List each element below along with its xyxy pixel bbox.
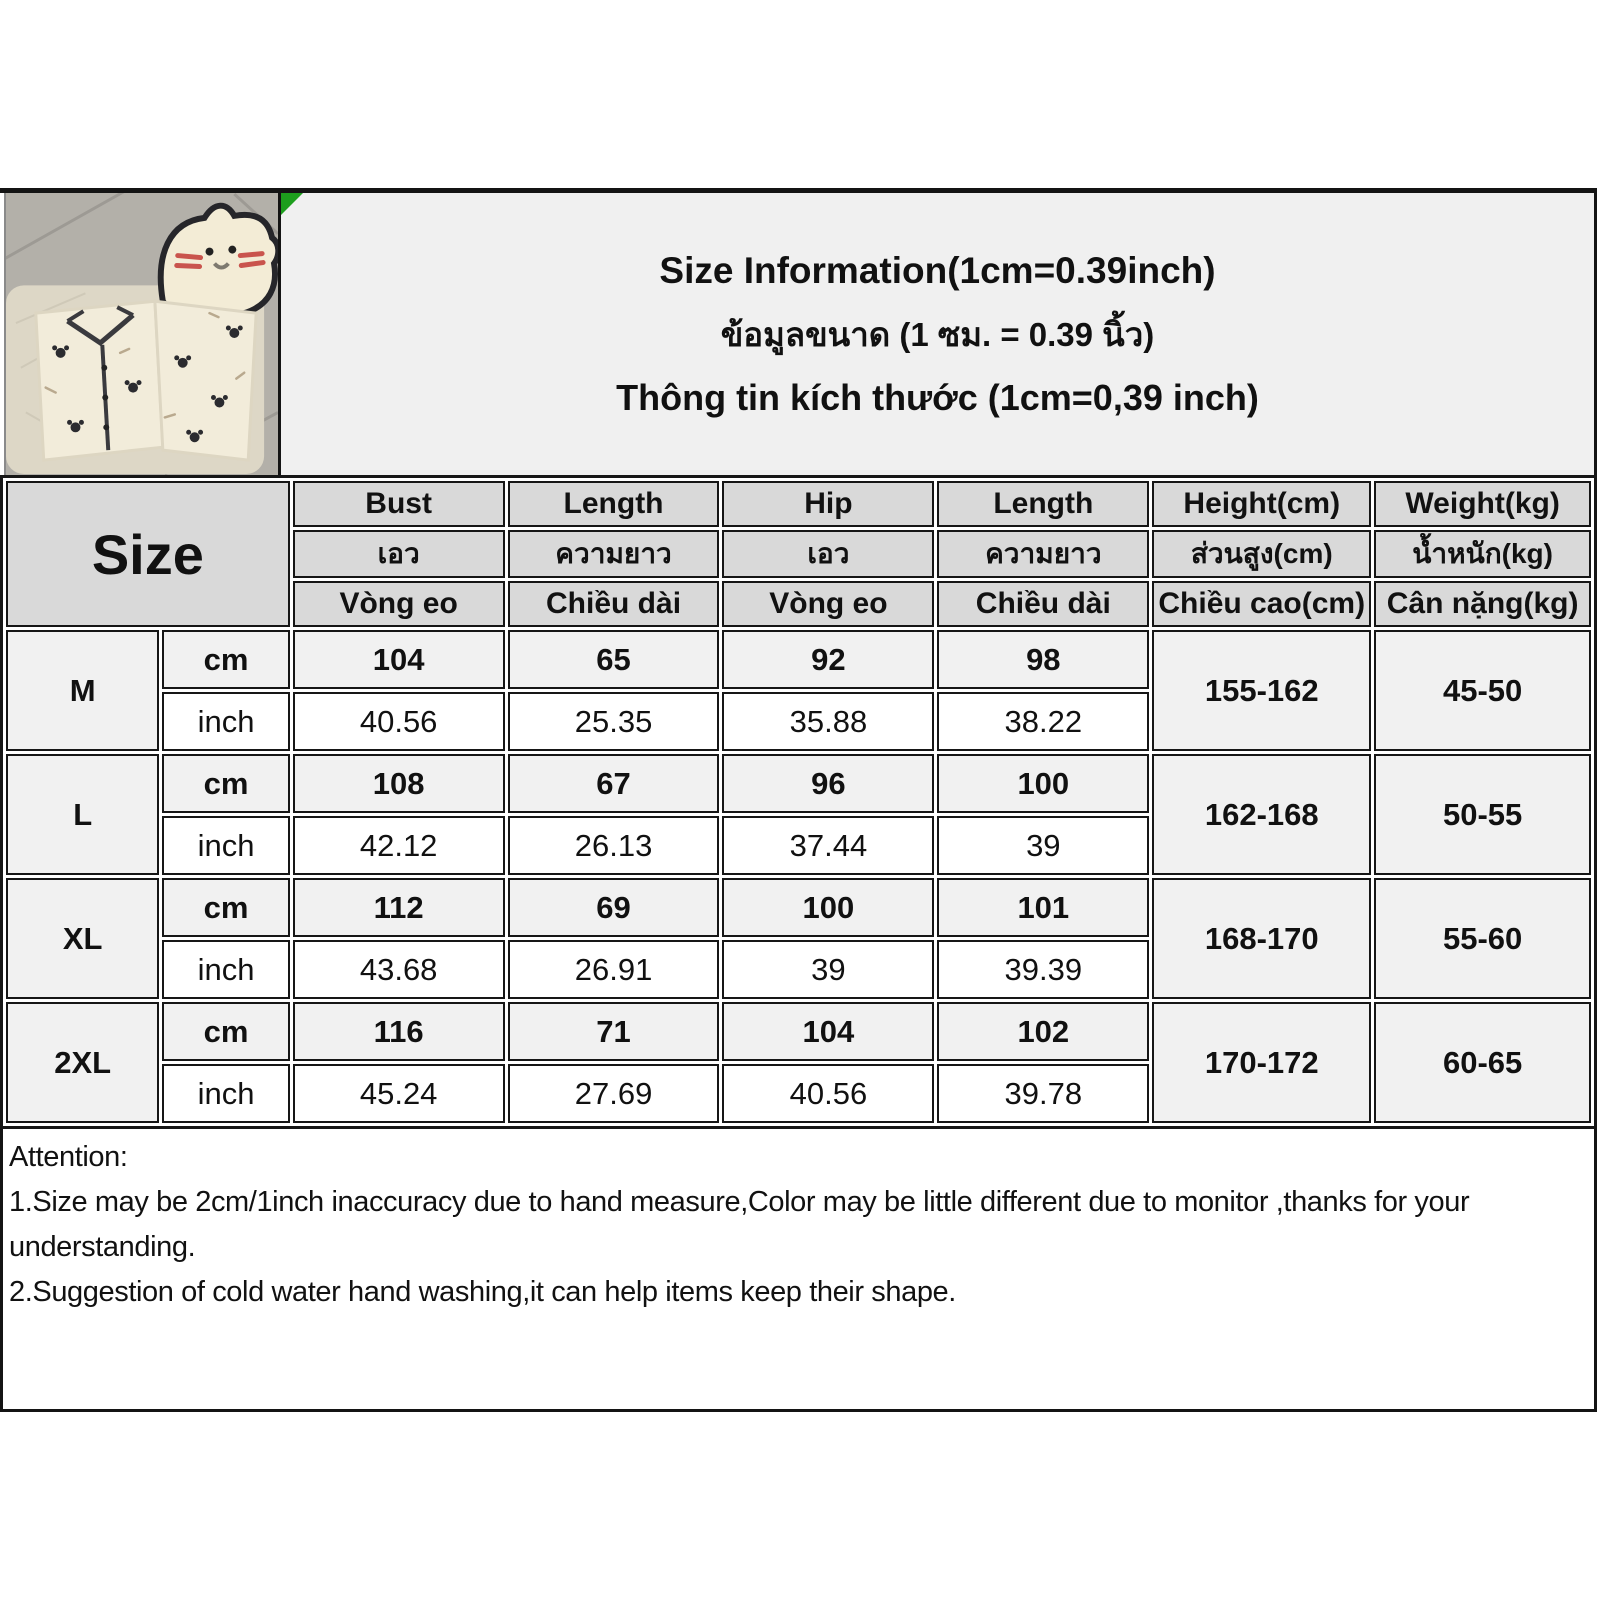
size-table	[0, 475, 1597, 1129]
2xl-height-range: 170-172	[1152, 1002, 1371, 1123]
size-l-label: L	[6, 754, 159, 875]
size-xl-label: XL	[6, 878, 159, 999]
xl-weight-range: 55-60	[1374, 878, 1591, 999]
size-2xl-label: 2XL	[6, 1002, 159, 1123]
title-vietnamese: Thông tin kích thước (1cm=0,39 inch)	[616, 376, 1259, 418]
l-height-range: 162-168	[1152, 754, 1371, 875]
unit-inch-label: inch	[162, 692, 289, 751]
l-length2-cm: 100	[937, 754, 1149, 813]
xl-hip-inch: 39	[722, 940, 934, 999]
title-thai: ข้อมูลขนาด (1 ซม. = 0.39 นิ้ว)	[720, 315, 1155, 353]
l-length-inch: 26.13	[508, 816, 720, 875]
attention-line-1: 1.Size may be 2cm/1inch inaccuracy due to hand measure,Color may be little different due to monitor ,thanks for your understanding.	[9, 1185, 1470, 1263]
m-bust-inch: 40.56	[293, 692, 505, 751]
2xl-hip-cm: 104	[722, 1002, 934, 1061]
m-length-cm: 65	[508, 630, 720, 689]
header-hip-th: เอว	[722, 530, 934, 578]
size-info-title-box	[278, 193, 1597, 475]
product-photo	[4, 193, 278, 475]
l-hip-cm: 96	[722, 754, 934, 813]
size-column-title: Size	[6, 481, 290, 627]
m-bust-cm: 104	[293, 630, 505, 689]
2xl-length2-inch: 39.78	[937, 1064, 1149, 1123]
xl-length-cm: 69	[508, 878, 720, 937]
2xl-bust-inch: 45.24	[293, 1064, 505, 1123]
header-height-vi: Chiều cao(cm)	[1152, 581, 1371, 627]
attention-notes	[0, 1129, 1597, 1412]
header-length-en: Length	[508, 481, 720, 527]
l-bust-inch: 42.12	[293, 816, 505, 875]
unit-cm-label: cm	[162, 878, 289, 937]
header-bust-th: เอว	[293, 530, 505, 578]
m-weight-range: 45-50	[1374, 630, 1591, 751]
header-height-en: Height(cm)	[1152, 481, 1371, 527]
xl-bust-inch: 43.68	[293, 940, 505, 999]
l-length-cm: 67	[508, 754, 720, 813]
attention-heading: Attention:	[9, 1141, 128, 1173]
header-weight-vi: Cân nặng(kg)	[1374, 581, 1591, 627]
unit-inch-label: inch	[162, 1064, 289, 1123]
m-length-inch: 25.35	[508, 692, 720, 751]
header-length-th: ความยาว	[508, 530, 720, 578]
header-weight-th: น้ำหนัก(kg)	[1374, 530, 1591, 578]
unit-cm-label: cm	[162, 1002, 289, 1061]
l-hip-inch: 37.44	[722, 816, 934, 875]
pajama-photo-illustration	[6, 193, 278, 475]
header-weight-en: Weight(kg)	[1374, 481, 1591, 527]
size-m-label: M	[6, 630, 159, 751]
unit-inch-label: inch	[162, 816, 289, 875]
header-bust-vi: Vòng eo	[293, 581, 505, 627]
xl-length2-inch: 39.39	[937, 940, 1149, 999]
header-hip-vi: Vòng eo	[722, 581, 934, 627]
xl-height-range: 168-170	[1152, 878, 1371, 999]
xl-length-inch: 26.91	[508, 940, 720, 999]
top-section	[0, 188, 1597, 475]
header-bust-en: Bust	[293, 481, 505, 527]
xl-bust-cm: 112	[293, 878, 505, 937]
m-hip-inch: 35.88	[722, 692, 934, 751]
header-hip-en: Hip	[722, 481, 934, 527]
green-corner-marker-icon	[281, 193, 303, 215]
header-length2-en: Length	[937, 481, 1149, 527]
xl-length2-cm: 101	[937, 878, 1149, 937]
2xl-weight-range: 60-65	[1374, 1002, 1591, 1123]
2xl-bust-cm: 116	[293, 1002, 505, 1061]
unit-cm-label: cm	[162, 754, 289, 813]
l-bust-cm: 108	[293, 754, 505, 813]
l-weight-range: 50-55	[1374, 754, 1591, 875]
header-height-th: ส่วนสูง(cm)	[1152, 530, 1371, 578]
header-length-vi: Chiều dài	[508, 581, 720, 627]
attention-line-2: 2.Suggestion of cold water hand washing,it can help items keep their shape.	[9, 1275, 956, 1308]
header-length2-vi: Chiều dài	[937, 581, 1149, 627]
header-length2-th: ความยาว	[937, 530, 1149, 578]
xl-hip-cm: 100	[722, 878, 934, 937]
l-length2-inch: 39	[937, 816, 1149, 875]
2xl-length-cm: 71	[508, 1002, 720, 1061]
title-english: Size Information(1cm=0.39inch)	[659, 249, 1216, 291]
m-hip-cm: 92	[722, 630, 934, 689]
unit-cm-label: cm	[162, 630, 289, 689]
2xl-length2-cm: 102	[937, 1002, 1149, 1061]
m-length2-inch: 38.22	[937, 692, 1149, 751]
unit-inch-label: inch	[162, 940, 289, 999]
m-length2-cm: 98	[937, 630, 1149, 689]
2xl-length-inch: 27.69	[508, 1064, 720, 1123]
2xl-hip-inch: 40.56	[722, 1064, 934, 1123]
m-height-range: 155-162	[1152, 630, 1371, 751]
